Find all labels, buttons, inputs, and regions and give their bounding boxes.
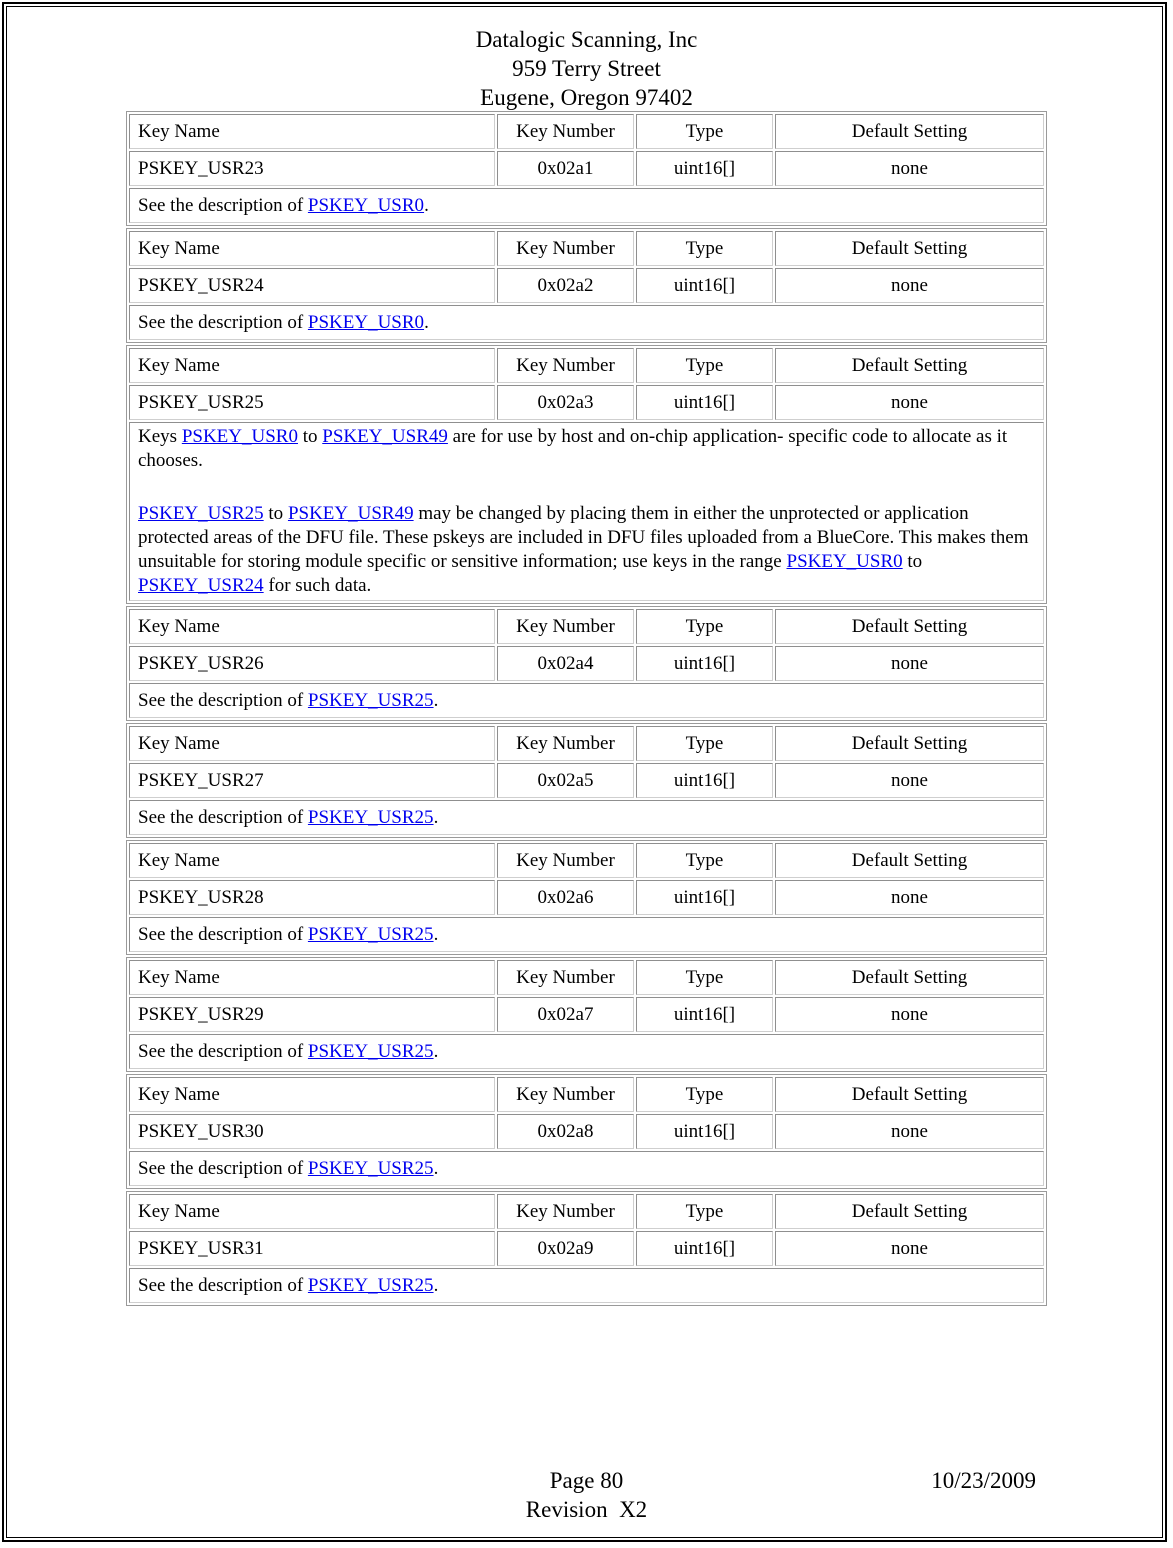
key-name-value: PSKEY_USR29	[129, 997, 495, 1032]
key-table-usr31	[126, 1191, 1047, 1306]
text-dfu-details: may be changed by placing them in either the unprotected or application protected areas of the DFU file. These pskeys are included in DFU files uploaded from a BlueCore. This makes them unsuitable for storing module specific or sensitive information; use keys in the range	[138, 503, 1029, 572]
col-key-name: Key Name	[129, 960, 495, 995]
key-description	[129, 305, 1044, 340]
description-period: .	[433, 1157, 439, 1179]
key-table-usr23	[126, 111, 1047, 226]
description-prefix: See the description of	[138, 194, 308, 216]
key-number-value: 0x02a2	[497, 268, 634, 303]
col-type: Type	[636, 960, 773, 995]
key-name-value: PSKEY_USR23	[129, 151, 495, 186]
table-header-row	[129, 843, 1044, 878]
text-to: to	[263, 503, 288, 524]
col-type: Type	[636, 231, 773, 266]
key-default-value: none	[775, 997, 1044, 1032]
link-pskey-usr25[interactable]: PSKEY_USR25	[307, 1157, 434, 1179]
key-default-value: none	[775, 385, 1044, 420]
key-table-usr28	[126, 840, 1047, 955]
col-type: Type	[636, 726, 773, 761]
col-key-name: Key Name	[129, 114, 495, 149]
col-key-number: Key Number	[497, 231, 634, 266]
link-pskey-usr25[interactable]: PSKEY_USR25	[307, 923, 434, 945]
key-default-value: none	[775, 268, 1044, 303]
key-number-value: 0x02a8	[497, 1114, 634, 1149]
col-key-name: Key Name	[129, 843, 495, 878]
revision: Revision X2	[525, 1497, 648, 1522]
table-header-row	[129, 348, 1044, 383]
key-default-value: none	[775, 1231, 1044, 1266]
table-header-row	[129, 726, 1044, 761]
col-key-number: Key Number	[497, 843, 634, 878]
key-description	[129, 422, 1044, 601]
key-default-value: none	[775, 1114, 1044, 1149]
key-type-value: uint16[]	[636, 1114, 773, 1149]
description-row	[129, 305, 1044, 340]
col-default-setting: Default Setting	[775, 726, 1044, 761]
key-type-value: uint16[]	[636, 268, 773, 303]
description-paragraph-2	[138, 502, 1035, 598]
key-number-value: 0x02a7	[497, 997, 634, 1032]
description-paragraph-1	[138, 425, 1035, 473]
description-row	[129, 1151, 1044, 1186]
key-tables	[126, 111, 1047, 1308]
key-name-value: PSKEY_USR24	[129, 268, 495, 303]
link-pskey-usr25[interactable]: PSKEY_USR25	[307, 1274, 434, 1296]
col-key-number: Key Number	[497, 348, 634, 383]
key-type-value: uint16[]	[636, 997, 773, 1032]
description-prefix: See the description of	[138, 1157, 308, 1179]
key-number-value: 0x02a9	[497, 1231, 634, 1266]
description-period: .	[433, 806, 439, 828]
description-prefix: See the description of	[138, 689, 308, 711]
key-number-value: 0x02a3	[497, 385, 634, 420]
col-type: Type	[636, 843, 773, 878]
col-key-name: Key Name	[129, 231, 495, 266]
key-default-value: none	[775, 151, 1044, 186]
key-name-value: PSKEY_USR26	[129, 646, 495, 681]
key-description	[129, 1034, 1044, 1069]
footer-date: 10/23/2009	[931, 1468, 1036, 1493]
col-type: Type	[636, 348, 773, 383]
text-usage: are for use by host and on-chip application- specific code to allocate as it chooses.	[138, 426, 1008, 471]
col-type: Type	[636, 1194, 773, 1229]
description-row	[129, 683, 1044, 718]
key-number-value: 0x02a5	[497, 763, 634, 798]
table-header-row	[129, 1194, 1044, 1229]
col-default-setting: Default Setting	[775, 960, 1044, 995]
table-row	[129, 385, 1044, 420]
key-name-value: PSKEY_USR27	[129, 763, 495, 798]
page-number: Page 80	[549, 1468, 624, 1493]
table-header-row	[129, 609, 1044, 644]
link-pskey-usr0[interactable]: PSKEY_USR0	[307, 311, 425, 333]
table-row	[129, 646, 1044, 681]
text-to: to	[902, 551, 923, 572]
description-period: .	[424, 194, 429, 216]
key-type-value: uint16[]	[636, 1231, 773, 1266]
key-number-value: 0x02a6	[497, 880, 634, 915]
col-key-number: Key Number	[497, 609, 634, 644]
col-key-number: Key Number	[497, 726, 634, 761]
link-pskey-usr24[interactable]: PSKEY_USR24	[138, 575, 264, 596]
description-prefix: See the description of	[138, 311, 308, 333]
col-key-name: Key Name	[129, 1077, 495, 1112]
key-description	[129, 188, 1044, 223]
table-row	[129, 763, 1044, 798]
link-pskey-usr49[interactable]: PSKEY_USR49	[322, 426, 448, 447]
description-row	[129, 800, 1044, 835]
document-header	[0, 25, 1173, 112]
col-key-number: Key Number	[497, 1077, 634, 1112]
key-table-usr29	[126, 957, 1047, 1072]
col-key-name: Key Name	[129, 726, 495, 761]
description-period: .	[424, 311, 429, 333]
table-header-row	[129, 1077, 1044, 1112]
description-row	[129, 188, 1044, 223]
key-type-value: uint16[]	[636, 385, 773, 420]
col-key-number: Key Number	[497, 960, 634, 995]
description-period: .	[433, 1274, 439, 1296]
description-row	[129, 1268, 1044, 1303]
key-description	[129, 1151, 1044, 1186]
key-default-value: none	[775, 646, 1044, 681]
company-name: Datalogic Scanning, Inc	[475, 27, 698, 52]
key-description	[129, 917, 1044, 952]
table-row	[129, 880, 1044, 915]
col-default-setting: Default Setting	[775, 114, 1044, 149]
company-street: 959 Terry Street	[512, 56, 661, 81]
key-table-usr26	[126, 606, 1047, 721]
link-pskey-usr25[interactable]: PSKEY_USR25	[307, 806, 434, 828]
key-table-usr24	[126, 228, 1047, 343]
text-keys: Keys	[138, 426, 182, 447]
table-row	[129, 268, 1044, 303]
key-type-value: uint16[]	[636, 646, 773, 681]
description-row	[129, 917, 1044, 952]
link-pskey-usr25[interactable]: PSKEY_USR25	[138, 503, 264, 524]
col-default-setting: Default Setting	[775, 1194, 1044, 1229]
col-default-setting: Default Setting	[775, 348, 1044, 383]
table-row	[129, 997, 1044, 1032]
key-number-value: 0x02a1	[497, 151, 634, 186]
key-table-usr25	[126, 345, 1047, 604]
col-key-number: Key Number	[497, 114, 634, 149]
col-type: Type	[636, 1077, 773, 1112]
table-row	[129, 1231, 1044, 1266]
description-prefix: See the description of	[138, 923, 308, 945]
col-key-name: Key Name	[129, 348, 495, 383]
description-prefix: See the description of	[138, 1274, 308, 1296]
link-pskey-usr25[interactable]: PSKEY_USR25	[307, 689, 434, 711]
col-default-setting: Default Setting	[775, 1077, 1044, 1112]
description-period: .	[433, 1040, 439, 1062]
col-default-setting: Default Setting	[775, 843, 1044, 878]
key-type-value: uint16[]	[636, 763, 773, 798]
key-description	[129, 800, 1044, 835]
text-for-such-data: for such data.	[263, 575, 372, 596]
key-default-value: none	[775, 763, 1044, 798]
description-prefix: See the description of	[138, 1040, 308, 1062]
text-to: to	[297, 426, 323, 447]
key-table-usr27	[126, 723, 1047, 838]
key-table-usr30	[126, 1074, 1047, 1189]
key-name-value: PSKEY_USR30	[129, 1114, 495, 1149]
key-description	[129, 1268, 1044, 1303]
col-type: Type	[636, 609, 773, 644]
description-period: .	[433, 689, 439, 711]
link-pskey-usr0[interactable]: PSKEY_USR0	[307, 194, 425, 216]
table-row	[129, 151, 1044, 186]
link-pskey-usr0[interactable]: PSKEY_USR0	[181, 426, 298, 447]
key-type-value: uint16[]	[636, 151, 773, 186]
table-header-row	[129, 114, 1044, 149]
col-type: Type	[636, 114, 773, 149]
description-row	[129, 1034, 1044, 1069]
table-header-row	[129, 960, 1044, 995]
description-row	[129, 422, 1044, 601]
link-pskey-usr0[interactable]: PSKEY_USR0	[786, 551, 903, 572]
key-description	[129, 683, 1044, 718]
key-number-value: 0x02a4	[497, 646, 634, 681]
key-name-value: PSKEY_USR31	[129, 1231, 495, 1266]
key-name-value: PSKEY_USR28	[129, 880, 495, 915]
key-type-value: uint16[]	[636, 880, 773, 915]
description-period: .	[433, 923, 439, 945]
link-pskey-usr49[interactable]: PSKEY_USR49	[287, 503, 414, 524]
company-city: Eugene, Oregon 97402	[480, 85, 693, 110]
key-name-value: PSKEY_USR25	[129, 385, 495, 420]
col-key-name: Key Name	[129, 1194, 495, 1229]
link-pskey-usr25[interactable]: PSKEY_USR25	[307, 1040, 434, 1062]
description-prefix: See the description of	[138, 806, 308, 828]
key-default-value: none	[775, 880, 1044, 915]
col-default-setting: Default Setting	[775, 609, 1044, 644]
col-key-number: Key Number	[497, 1194, 634, 1229]
col-default-setting: Default Setting	[775, 231, 1044, 266]
col-key-name: Key Name	[129, 609, 495, 644]
table-header-row	[129, 231, 1044, 266]
table-row	[129, 1114, 1044, 1149]
